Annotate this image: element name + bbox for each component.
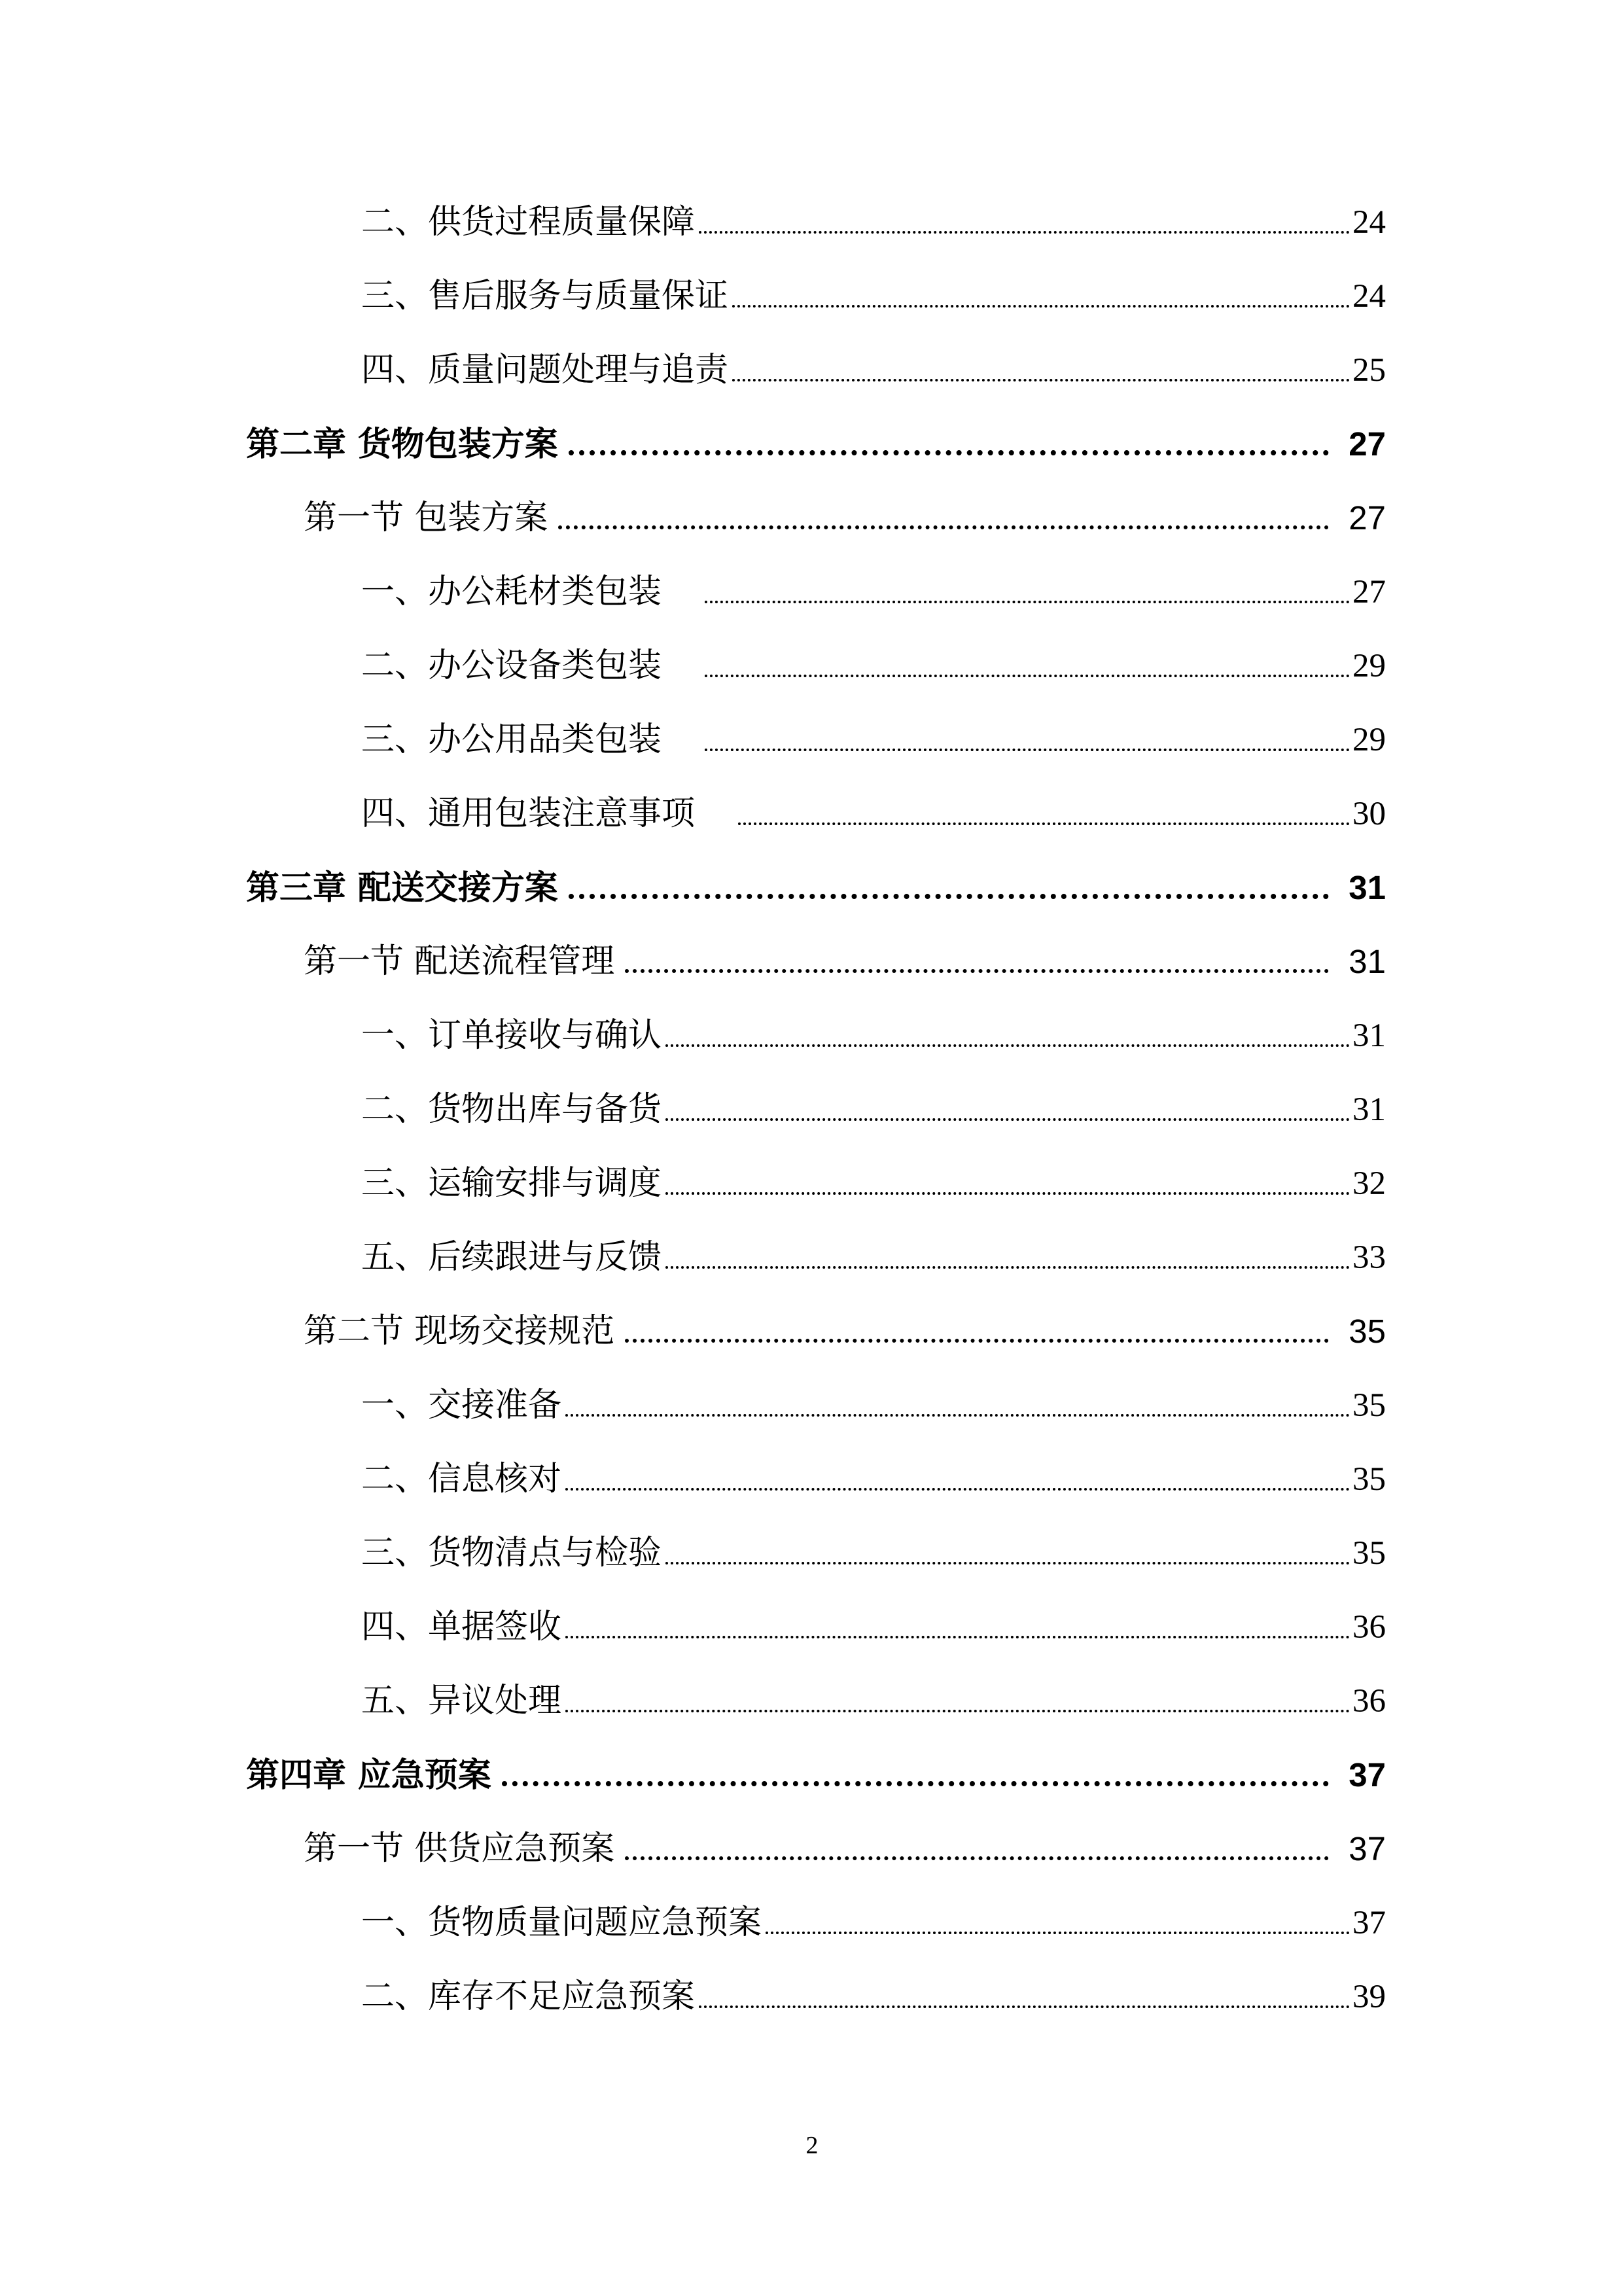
toc-dot-leader — [625, 1856, 1329, 1860]
toc-entry-page: 27 — [1349, 499, 1386, 537]
toc-entry-title: 五、后续跟进与反馈 — [361, 1238, 662, 1277]
toc-entry[interactable] — [361, 1161, 1386, 1207]
toc-section-entry[interactable] — [304, 1309, 1386, 1354]
toc-dot-leader — [732, 305, 1350, 308]
toc-dot-leader — [625, 1339, 1329, 1343]
toc-section-title: 第一节 供货应急预案 — [304, 1829, 615, 1868]
toc-entry-page: 31 — [1349, 943, 1386, 980]
toc-entry[interactable] — [361, 200, 1386, 245]
toc-entry[interactable] — [361, 1678, 1386, 1724]
toc-chapter-entry[interactable] — [246, 1752, 1386, 1798]
toc-entry-title: 五、异议处理 — [361, 1682, 562, 1720]
toc-entry-page: 35 — [1352, 1461, 1386, 1498]
toc-entry-title: 一、办公耗材类包装 — [361, 573, 662, 611]
toc-dot-leader — [565, 1488, 1350, 1491]
toc-entry-page: 24 — [1352, 278, 1386, 315]
toc-dot-leader — [625, 969, 1329, 973]
toc-dot-leader — [565, 1710, 1350, 1712]
toc-entry-title: 三、售后服务与质量保证 — [361, 277, 729, 315]
toc-dot-leader — [565, 1414, 1350, 1417]
toc-entry[interactable] — [361, 347, 1386, 393]
toc-dot-leader — [738, 822, 1350, 825]
toc-entry[interactable] — [361, 569, 1386, 615]
toc-entry-title: 三、运输安排与调度 — [361, 1164, 662, 1203]
toc-entry-title: 三、办公用品类包装 — [361, 720, 662, 759]
toc-entry-page: 35 — [1352, 1387, 1386, 1424]
toc-entry-page: 25 — [1352, 352, 1386, 389]
toc-section-entry[interactable] — [304, 1826, 1386, 1872]
toc-entry[interactable] — [361, 274, 1386, 319]
toc-dot-leader — [705, 749, 1350, 751]
toc-dot-leader — [732, 379, 1350, 381]
toc-chapter-title: 第四章 应急预案 — [246, 1756, 491, 1795]
toc-dot-leader — [705, 601, 1350, 603]
toc-chapter-title: 第三章 配送交接方案 — [246, 868, 558, 908]
toc-entry-page: 27 — [1352, 574, 1386, 610]
toc-entry-title: 二、供货过程质量保障 — [361, 203, 696, 241]
toc-entry-page: 31 — [1352, 1017, 1386, 1054]
toc-entry[interactable] — [361, 1900, 1386, 1946]
toc-dot-leader — [569, 894, 1330, 899]
toc-entry-page: 32 — [1352, 1165, 1386, 1202]
toc-entry[interactable] — [361, 1235, 1386, 1280]
toc-chapter-entry[interactable] — [246, 865, 1386, 911]
toc-dot-leader — [699, 231, 1350, 234]
toc-dot-leader — [665, 1044, 1350, 1047]
toc-entry-page: 39 — [1352, 1979, 1386, 2015]
toc-entry-page: 29 — [1352, 722, 1386, 758]
toc-entry[interactable] — [361, 1087, 1386, 1133]
toc-entry[interactable] — [361, 1974, 1386, 2020]
toc-entry-page: 36 — [1352, 1683, 1386, 1720]
toc-entry-title: 二、货物出库与备货 — [361, 1090, 662, 1129]
toc-entry-page: 35 — [1349, 1313, 1386, 1350]
toc-entry[interactable] — [361, 1457, 1386, 1502]
toc-entry-title: 一、订单接收与确认 — [361, 1016, 662, 1055]
toc-entry-page: 33 — [1352, 1239, 1386, 1276]
toc-dot-leader — [665, 1266, 1350, 1269]
toc-section-entry[interactable] — [304, 939, 1386, 985]
toc-entry[interactable] — [361, 791, 1386, 837]
toc-chapter-title: 第二章 货物包装方案 — [246, 425, 558, 464]
toc-entry-page: 37 — [1349, 1830, 1386, 1867]
toc-section-title: 第二节 现场交接规范 — [304, 1312, 615, 1351]
toc-entry-title: 三、货物清点与检验 — [361, 1534, 662, 1572]
toc-entry-title: 四、质量问题处理与追责 — [361, 351, 729, 389]
toc-entry-title: 二、信息核对 — [361, 1460, 562, 1498]
toc-entry-page: 35 — [1352, 1535, 1386, 1572]
toc-dot-leader — [665, 1192, 1350, 1195]
toc-dot-leader — [665, 1118, 1350, 1121]
toc-entry[interactable] — [361, 1604, 1386, 1650]
toc-dot-leader — [665, 1562, 1350, 1564]
toc-entry-page: 37 — [1352, 1905, 1386, 1941]
toc-entry-title: 二、办公设备类包装 — [361, 646, 662, 685]
toc-dot-leader — [705, 675, 1350, 677]
toc-dot-leader — [569, 450, 1330, 455]
toc-section-title: 第一节 配送流程管理 — [304, 942, 615, 981]
toc-entry-title: 二、库存不足应急预案 — [361, 1977, 696, 2016]
toc-entry[interactable] — [361, 1383, 1386, 1428]
toc-entry[interactable] — [361, 643, 1386, 689]
toc-entry-page: 30 — [1352, 796, 1386, 832]
toc-entry-page: 37 — [1349, 1756, 1386, 1793]
toc-section-entry[interactable] — [304, 495, 1386, 541]
toc-entry-page: 31 — [1352, 1091, 1386, 1128]
toc-entry[interactable] — [361, 1013, 1386, 1059]
toc-entry[interactable] — [361, 717, 1386, 763]
toc-dot-leader — [766, 1932, 1350, 1934]
toc-section-title: 第一节 包装方案 — [304, 499, 548, 537]
page-number: 2 — [805, 2132, 819, 2159]
toc-dot-leader — [699, 2005, 1350, 2008]
toc-entry-page: 29 — [1352, 648, 1386, 684]
toc-dot-leader — [565, 1636, 1350, 1638]
toc-entry-page: 27 — [1349, 425, 1386, 463]
toc-entry-page: 36 — [1352, 1609, 1386, 1646]
toc-entry-page: 31 — [1349, 869, 1386, 906]
toc-chapter-entry[interactable] — [246, 421, 1386, 467]
toc-entry-title: 一、交接准备 — [361, 1386, 562, 1424]
toc-entry-title: 四、单据签收 — [361, 1608, 562, 1646]
toc-dot-leader — [558, 525, 1329, 529]
toc-entry-title: 四、通用包装注意事项 — [361, 794, 696, 833]
toc-dot-leader — [502, 1781, 1330, 1786]
toc-entry-page: 24 — [1352, 204, 1386, 241]
toc-entry[interactable] — [361, 1530, 1386, 1576]
toc-entry-title: 一、货物质量问题应急预案 — [361, 1903, 762, 1942]
